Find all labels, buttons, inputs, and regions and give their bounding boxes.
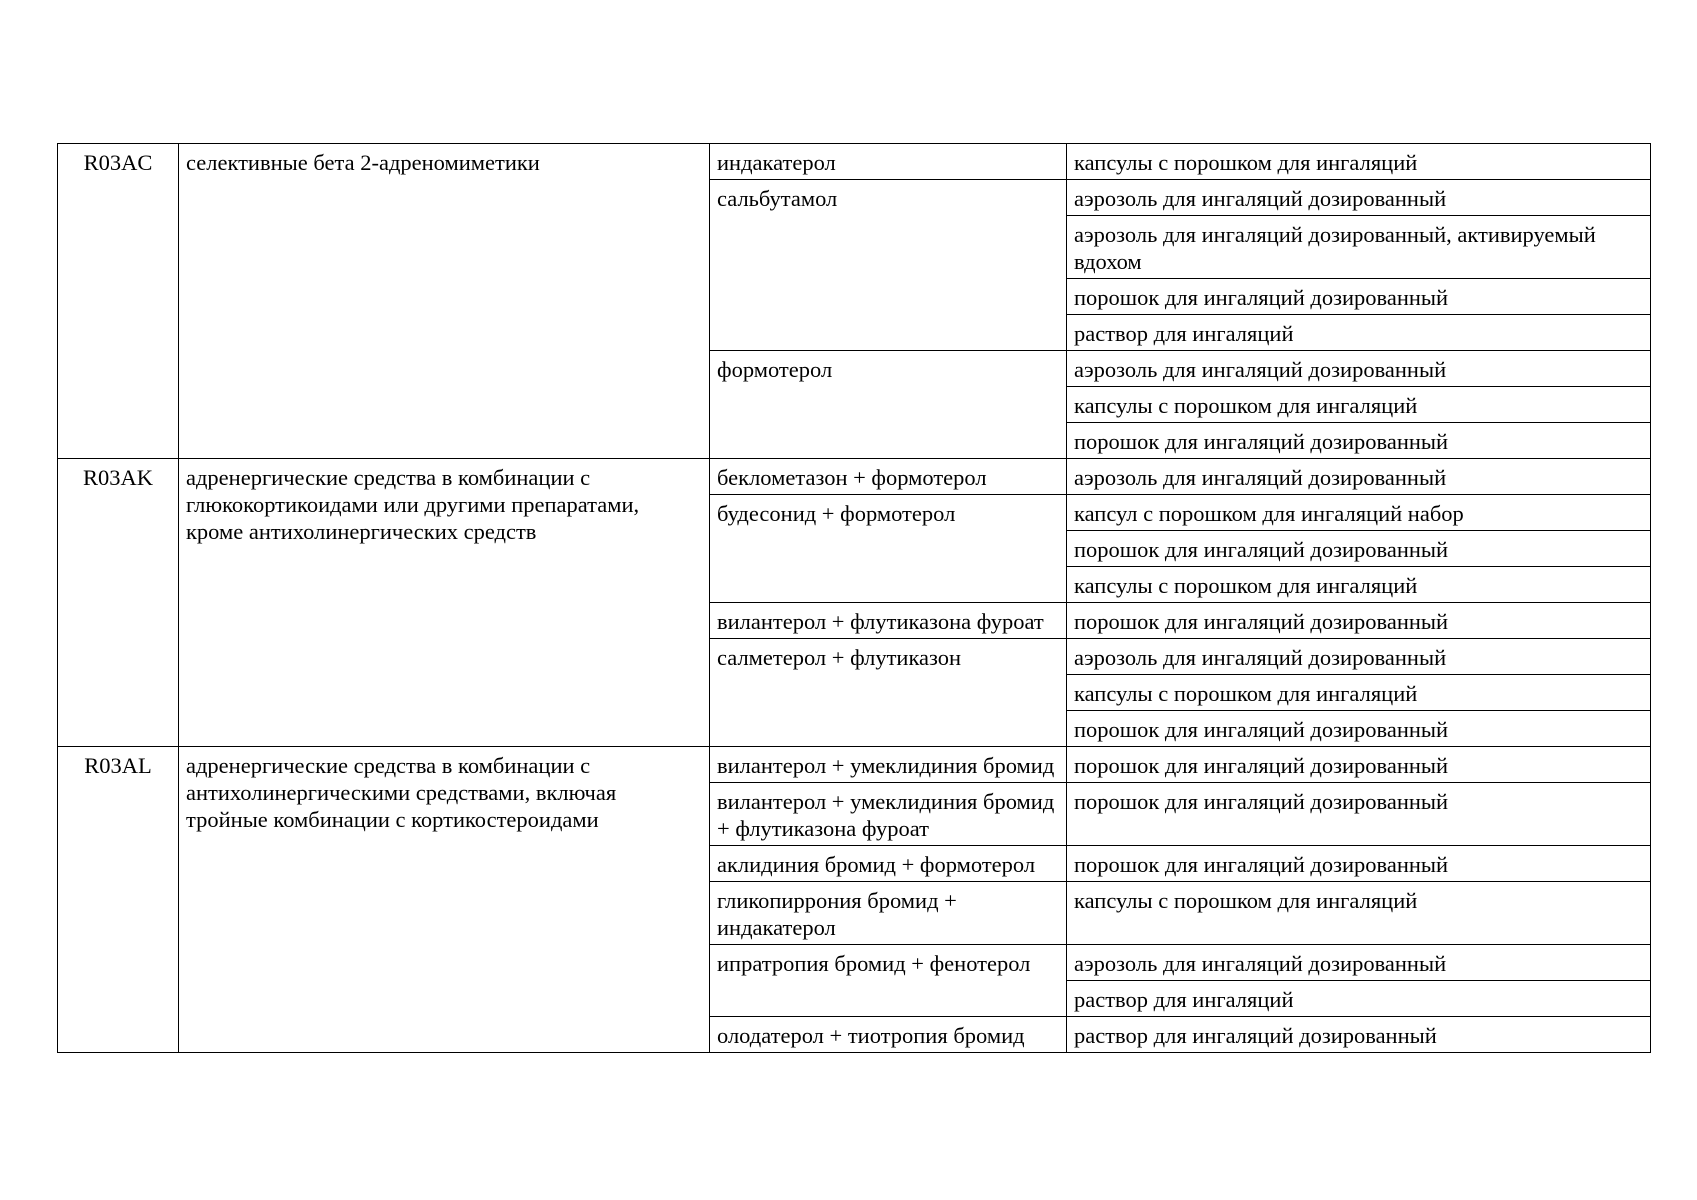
drug-name: вилантерол + флутиказона фуроат xyxy=(710,603,1067,639)
dosage-form: капсулы с порошком для ингаляций xyxy=(1067,675,1651,711)
dosage-form: капсулы с порошком для ингаляций xyxy=(1067,144,1651,180)
dosage-form: аэрозоль для ингаляций дозированный xyxy=(1067,945,1651,981)
drug-name: беклометазон + формотерол xyxy=(710,459,1067,495)
dosage-form: порошок для ингаляций дозированный xyxy=(1067,846,1651,882)
dosage-form: аэрозоль для ингаляций дозированный xyxy=(1067,180,1651,216)
group-name: адренергические средства в комбинации с глюкокортикоидами или другими препаратами, кроме антихолинергических средств xyxy=(179,459,710,747)
dosage-form: аэрозоль для ингаляций дозированный xyxy=(1067,639,1651,675)
dosage-form: порошок для ингаляций дозированный xyxy=(1067,279,1651,315)
dosage-form: капсулы с порошком для ингаляций xyxy=(1067,567,1651,603)
drug-name: сальбутамол xyxy=(710,180,1067,351)
dosage-form: порошок для ингаляций дозированный xyxy=(1067,711,1651,747)
drug-table-body xyxy=(58,144,1651,1053)
dosage-form: порошок для ингаляций дозированный xyxy=(1067,531,1651,567)
dosage-form: капсул с порошком для ингаляций набор xyxy=(1067,495,1651,531)
group-name: селективные бета 2-адреномиметики xyxy=(179,144,710,459)
drug-name: вилантерол + умеклидиния бромид xyxy=(710,747,1067,783)
dosage-form: капсулы с порошком для ингаляций xyxy=(1067,882,1651,945)
dosage-form: аэрозоль для ингаляций дозированный xyxy=(1067,351,1651,387)
atc-code: R03AL xyxy=(58,747,179,1053)
dosage-form: порошок для ингаляций дозированный xyxy=(1067,783,1651,846)
dosage-form: порошок для ингаляций дозированный xyxy=(1067,423,1651,459)
table-row xyxy=(58,747,1651,783)
drug-name: ипратропия бромид + фенотерол xyxy=(710,945,1067,1017)
drug-name: аклидиния бромид + формотерол xyxy=(710,846,1067,882)
drug-table xyxy=(57,143,1651,1053)
drug-name: формотерол xyxy=(710,351,1067,459)
dosage-form: раствор для ингаляций дозированный xyxy=(1067,1017,1651,1053)
dosage-form: раствор для ингаляций xyxy=(1067,981,1651,1017)
atc-code: R03AC xyxy=(58,144,179,459)
dosage-form: порошок для ингаляций дозированный xyxy=(1067,747,1651,783)
dosage-form: аэрозоль для ингаляций дозированный xyxy=(1067,459,1651,495)
dosage-form: раствор для ингаляций xyxy=(1067,315,1651,351)
table-row xyxy=(58,459,1651,495)
group-name: адренергические средства в комбинации с антихолинергическими средствами, включая тройные комбинации с кортикостероидами xyxy=(179,747,710,1053)
drug-name: будесонид + формотерол xyxy=(710,495,1067,603)
drug-name: гликопиррония бромид + индакатерол xyxy=(710,882,1067,945)
atc-code: R03AK xyxy=(58,459,179,747)
dosage-form: порошок для ингаляций дозированный xyxy=(1067,603,1651,639)
table-row xyxy=(58,144,1651,180)
drug-name: салметерол + флутиказон xyxy=(710,639,1067,747)
drug-name: вилантерол + умеклидиния бромид + флутиказона фуроат xyxy=(710,783,1067,846)
dosage-form: аэрозоль для ингаляций дозированный, активируемый вдохом xyxy=(1067,216,1651,279)
dosage-form: капсулы с порошком для ингаляций xyxy=(1067,387,1651,423)
drug-name: олодатерол + тиотропия бромид xyxy=(710,1017,1067,1053)
drug-name: индакатерол xyxy=(710,144,1067,180)
